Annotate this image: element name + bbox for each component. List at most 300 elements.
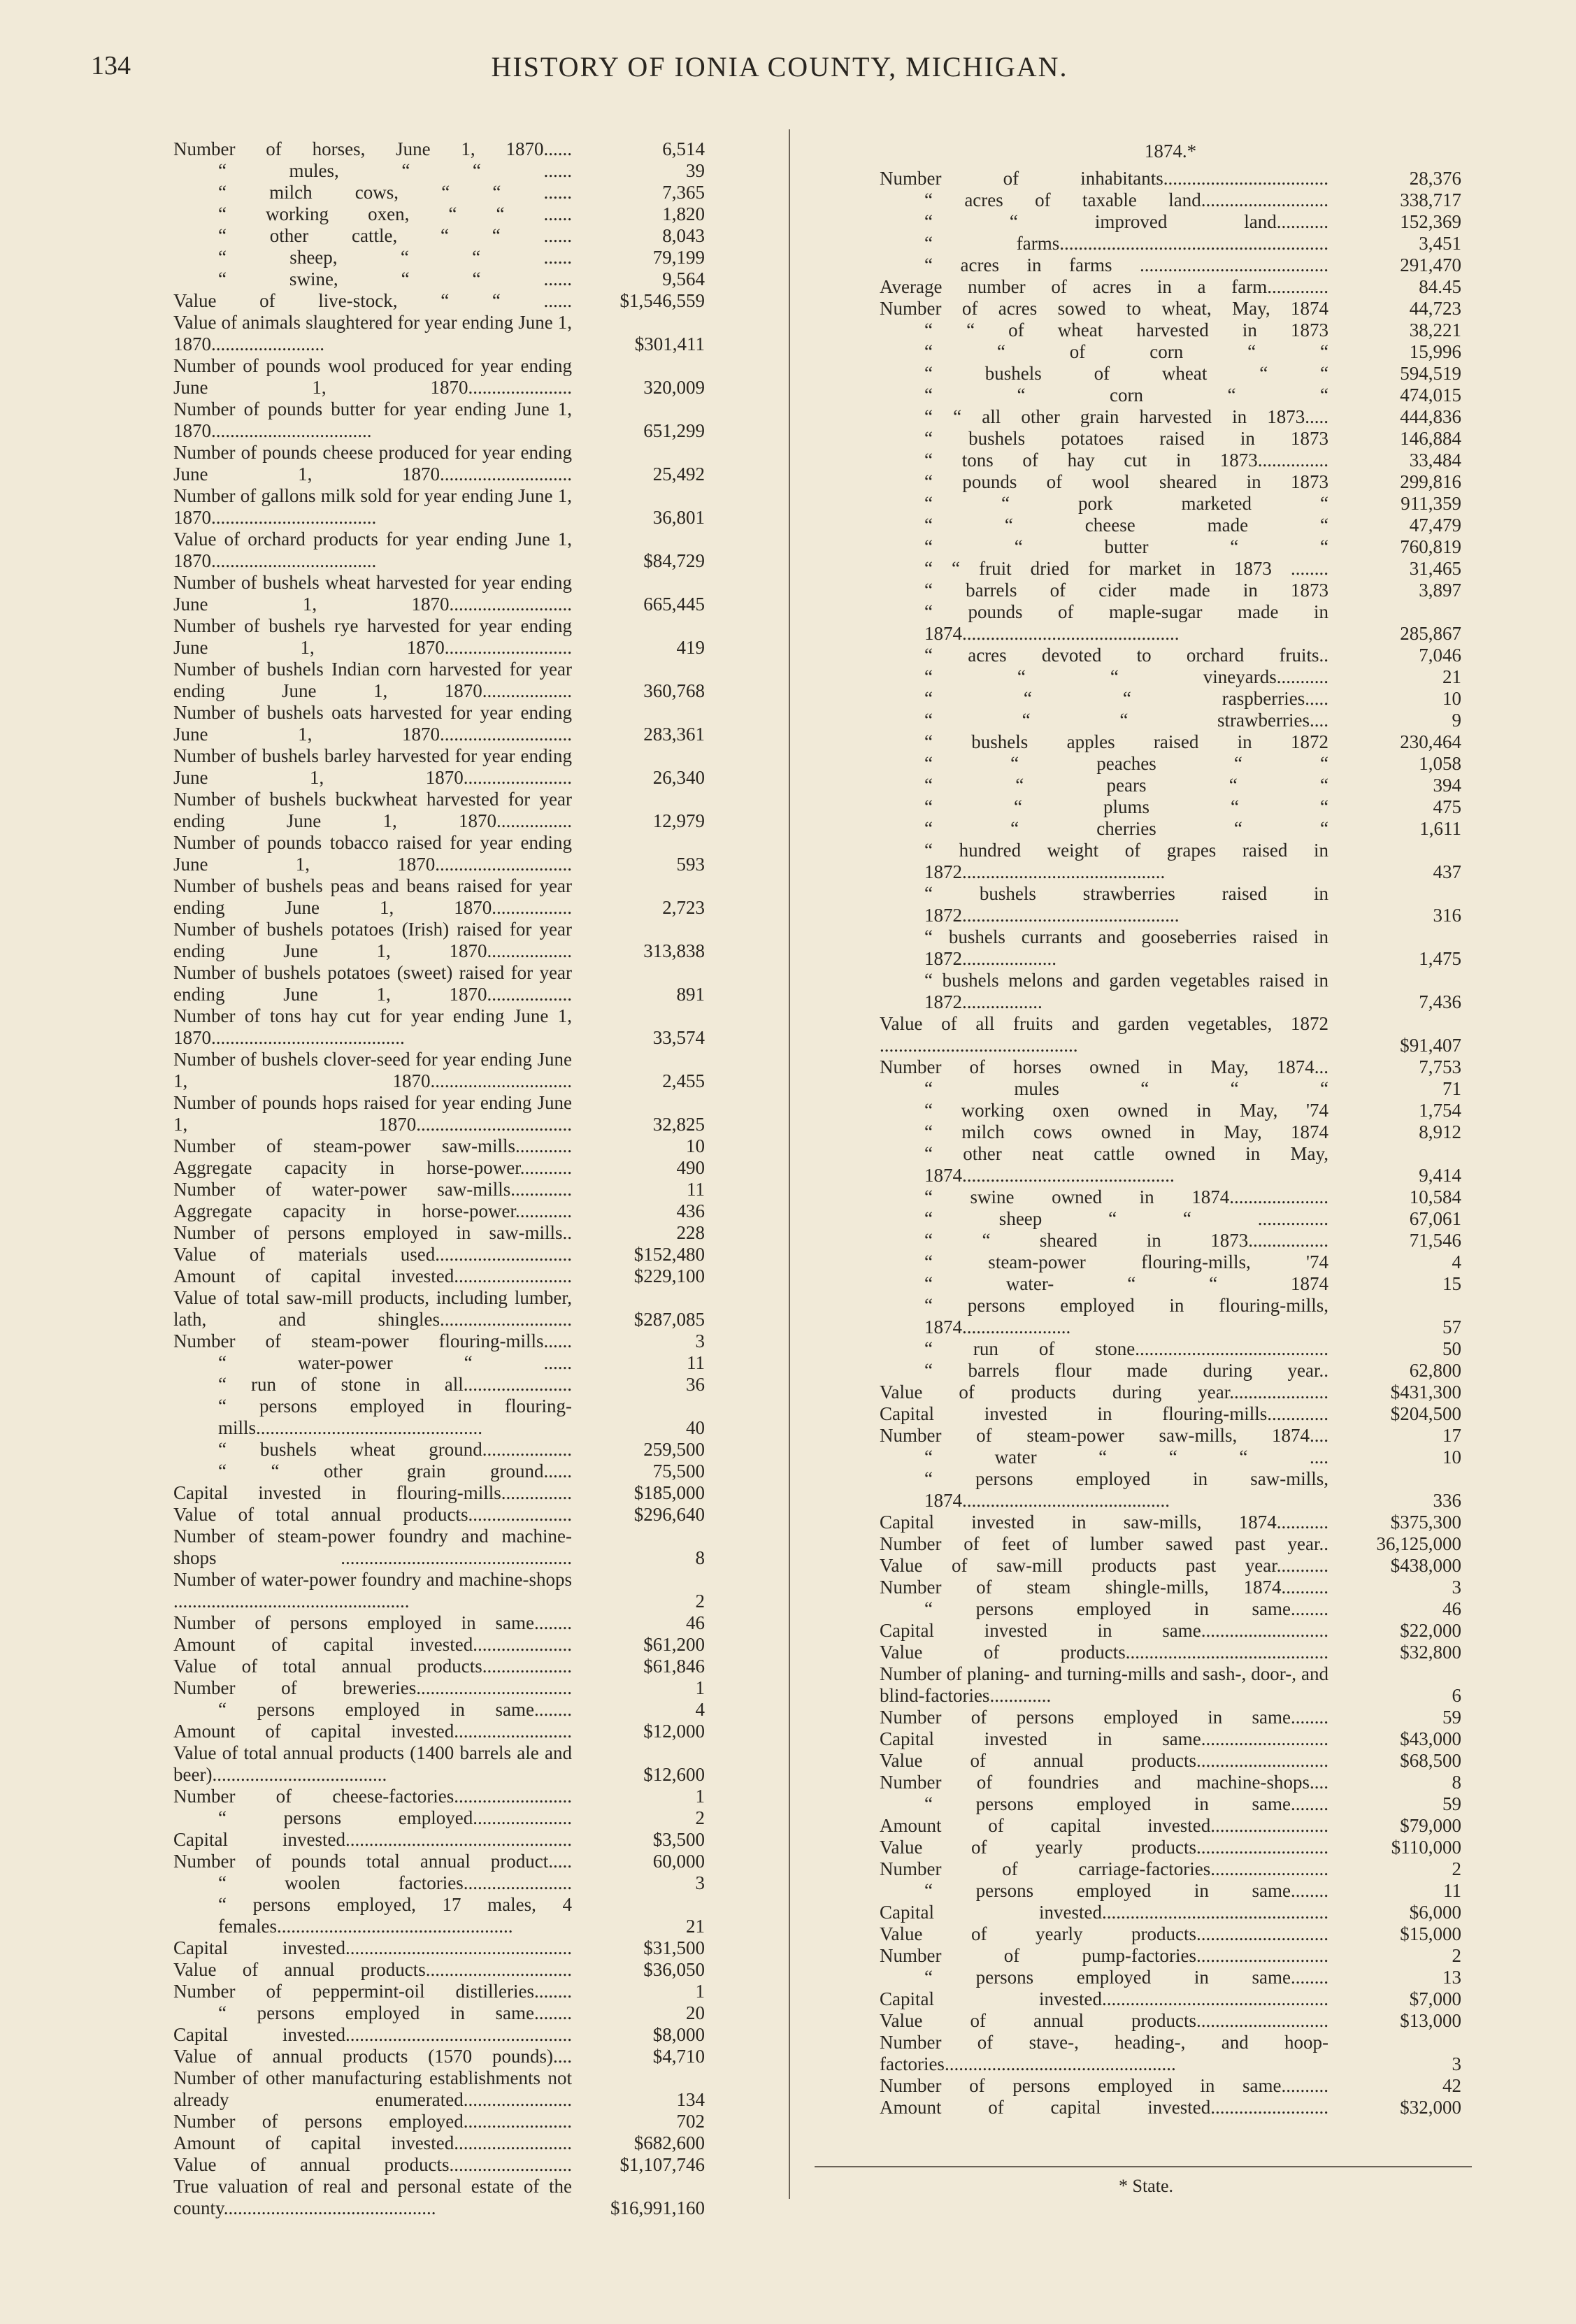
stat-value: $287,085 [633,1309,705,1330]
stat-value: 152,369 [1400,211,1461,232]
stat-label: “ swine, “ “ ...... [218,268,572,289]
stat-value: 21 [686,1916,705,1937]
stat-label: “ run of stone......................................... [924,1338,1328,1359]
column-divider [789,129,790,2199]
stat-value: 3,897 [1419,580,1461,601]
stat-row [173,1135,705,1157]
stat-value: 46 [1442,1598,1461,1619]
stat-row [880,298,1461,320]
stat-row [880,1100,1461,1121]
stat-label: “ water-power “ ...... [218,1352,572,1373]
stat-label: Value of yearly products............................ [880,1837,1328,1858]
stat-label: Value of total annual products................... [173,1656,572,1677]
stat-value: 38,221 [1409,320,1461,340]
stat-row [173,1222,705,1244]
stat-value: 11 [687,1179,705,1200]
stat-label: Amount of capital invested......................... [173,1721,572,1742]
stat-value: 1 [695,1981,705,2002]
stat-value: 57 [1442,1317,1461,1337]
stat-row [173,268,705,290]
stat-value: 71,546 [1409,1230,1461,1251]
stat-row [880,1815,1461,1837]
stat-value: $229,100 [633,1265,705,1286]
stat-label: Capital invested................................................ [173,1937,572,1958]
stat-value: 4 [695,1699,705,1720]
stat-label: “ milch cows, “ “ ...... [218,182,572,203]
stat-row [880,601,1461,645]
stat-value: 228 [676,1222,705,1243]
stat-label: “ persons employed in same........ [924,1967,1328,1988]
stat-label: “ “ other grain ground...... [218,1461,572,1482]
stat-label: “ “ peaches “ “ [924,753,1328,774]
stat-value: $22,000 [1400,1620,1461,1641]
stat-row [173,1981,705,2002]
stat-label: “ “ sheared in 1873................. [924,1230,1328,1251]
stat-value: $110,000 [1391,1837,1461,1858]
stat-label: Number of stave-, heading-, and hoop-factories................................................. [880,2032,1328,2074]
stat-label: “ “ improved land........... [924,211,1328,232]
stat-label: Amount of capital invested......................... [173,2132,572,2153]
stat-value: 60,000 [652,1851,705,1872]
stat-label: “ “ “ strawberries.... [924,710,1328,731]
stat-value: $13,000 [1400,2010,1461,2031]
stat-value: $68,500 [1400,1750,1461,1771]
stat-label: “ “ pears “ “ [924,775,1328,796]
stat-label: “ acres of taxable land........................... [924,189,1328,210]
stat-value: 594,519 [1400,363,1461,384]
stat-row [880,1425,1461,1447]
stat-row [880,1858,1461,1880]
stat-label: Value of annual products............................... [173,1959,572,1980]
stat-label: Average number of acres in a farm............. [880,276,1328,297]
stat-row [880,1273,1461,1295]
stat-value: $204,500 [1390,1403,1461,1424]
stat-row [880,2032,1461,2075]
stat-value: 39 [686,160,705,181]
stat-value: 40 [686,1417,705,1438]
stat-value: 2,723 [662,897,705,918]
stat-row [880,1988,1461,2010]
stat-label: “ persons employed in same........ [218,2002,572,2023]
stat-row [880,428,1461,450]
stat-row [880,406,1461,428]
stat-label: Amount of capital invested......................... [173,1265,572,1286]
stat-value: 1,820 [662,203,705,224]
stat-value: $296,640 [633,1504,705,1525]
stat-row [173,1461,705,1482]
stat-value: 593 [676,854,705,875]
stat-value: 33,484 [1409,450,1461,471]
stat-row [880,1013,1461,1056]
stat-row [880,1772,1461,1793]
stat-value: 444,836 [1400,406,1461,427]
stat-value: $185,000 [633,1482,705,1503]
stat-label: “ other neat cattle owned in May, 1874............................................. [924,1143,1328,1186]
stat-row [173,1677,705,1699]
stat-value: $3,500 [652,1829,705,1850]
stat-row [173,1287,705,1330]
stat-value: 911,359 [1401,493,1461,514]
stat-row [880,1186,1461,1208]
stat-value: 9,564 [662,268,705,289]
stat-label: Value of annual products............................ [880,1750,1328,1771]
stat-label: Value of saw-mill products past year........... [880,1555,1328,1576]
stat-value: 320,009 [643,377,705,398]
stat-label: “ sheep, “ “ ...... [218,247,572,268]
stat-label: Number of inhabitants................................... [880,168,1328,189]
stat-row [880,1078,1461,1100]
stat-value: 474,015 [1400,385,1461,406]
stat-value: 2 [695,1807,705,1828]
stat-row [880,493,1461,515]
stat-value: 230,464 [1400,731,1461,752]
stat-row [173,1265,705,1287]
stat-row [880,450,1461,471]
stat-label: Number of gallons milk sold for year ending June 1, 1870................................... [173,485,572,528]
stat-value: 6,514 [662,138,705,159]
stat-label: Number of pounds hops raised for year ending June 1, 1870................................. [173,1092,572,1135]
stat-row [173,1569,705,1612]
stat-label: Number of steam-power saw-mills, 1874.... [880,1425,1328,1446]
stat-value: 32,825 [652,1114,705,1135]
stat-row [173,2046,705,2067]
stat-label: Number of persons employed in same.......... [880,2075,1328,2096]
stat-row [880,2010,1461,2032]
stat-value: 10,584 [1409,1186,1461,1207]
stat-label: Capital invested in flouring-mills............. [880,1403,1328,1424]
stat-label: Number of water-power foundry and machine-shops .................................................. [173,1569,572,1612]
stat-value: 59 [1442,1707,1461,1728]
stat-label: Number of breweries................................. [173,1677,572,1698]
stat-row [173,1049,705,1092]
stat-row [173,2067,705,2111]
stat-value: 891 [676,984,705,1005]
stat-label: Number of planing- and turning-mills and sash-, door-, and blind-factories............. [880,1663,1328,1706]
stat-label: Aggregate capacity in horse-power............ [173,1200,572,1221]
stat-label: “ pounds of maple-sugar made in 1874.............................................. [924,601,1328,644]
page-number: 134 [91,51,131,80]
stat-value: $7,000 [1409,1988,1461,2009]
stat-label: Number of bushels clover-seed for year ending June 1, 1870.............................. [173,1049,572,1091]
stat-label: Number of bushels wheat harvested for year ending June 1, 1870.......................... [173,572,572,615]
page-header [91,50,1468,99]
stat-row [173,1656,705,1677]
stat-label: “ persons employed in flouring-mills, 1874....................... [924,1295,1328,1337]
stat-value: 394 [1433,775,1461,796]
stat-value: $152,480 [633,1244,705,1265]
stat-value: $43,000 [1400,1728,1461,1749]
stat-value: 2,455 [662,1070,705,1091]
stat-label: Amount of capital invested......................... [880,2097,1328,2118]
stat-label: Value of orchard products for year ending June 1, 1870................................... [173,529,572,571]
stat-value: 360,768 [643,680,705,701]
stat-value: $8,000 [652,2024,705,2045]
stat-value: 651,299 [643,420,705,441]
stat-row [173,745,705,789]
stat-value: 25,492 [652,464,705,485]
stat-label: Capital invested in saw-mills, 1874........... [880,1512,1328,1533]
stat-label: Value of annual products.......................... [173,2154,572,2175]
stat-label: “ persons employed in same........ [924,1880,1328,1901]
stat-value: 59 [1442,1793,1461,1814]
stat-label: Number of bushels buckwheat harvested for year ending June 1, 1870................ [173,789,572,831]
stat-label: Value of total annual products...................... [173,1504,572,1525]
stat-label: “ barrels of cider made in 1873 [924,580,1328,601]
stat-label: Number of water-power saw-mills............. [173,1179,572,1200]
stat-row [173,1396,705,1439]
stat-label: “ bushels of wheat “ “ [924,363,1328,384]
stat-value: 1,754 [1419,1100,1461,1121]
stat-row [880,211,1461,233]
stat-label: “ bushels melons and garden vegetables raised in 1872................. [924,970,1328,1012]
stat-value: 1 [695,1677,705,1698]
stat-label: Value of yearly products............................ [880,1923,1328,1944]
stat-value: $375,300 [1390,1512,1461,1533]
stat-row [173,1612,705,1634]
stat-value: $31,500 [643,1937,705,1958]
stat-row [173,1244,705,1265]
stat-label: Aggregate capacity in horse-power........... [173,1157,572,1178]
stat-label: Value of total saw-mill products, including lumber, lath, and shingles............................ [173,1287,572,1330]
stat-value: 3,451 [1419,233,1461,254]
stat-value: $84,729 [643,550,705,571]
stat-value: 3 [1452,1577,1461,1598]
stat-label: “ water- “ “ 1874 [924,1273,1328,1294]
stat-row [173,529,705,572]
stat-label: “ persons employed in flouring-mills................................................ [218,1396,572,1438]
stat-row [880,1620,1461,1642]
stat-row [173,832,705,875]
stat-label: Value of annual products (1570 pounds).... [173,2046,572,2067]
stat-label: “ “ all other grain harvested in 1873..... [924,406,1328,427]
stat-label: “ sheep “ “ ............... [924,1208,1328,1229]
stat-value: 2 [695,1591,705,1612]
stat-value: $32,800 [1400,1642,1461,1663]
stat-value: 71 [1442,1078,1461,1099]
stat-value: 15,996 [1409,341,1461,362]
stat-value: 33,574 [652,1027,705,1048]
stat-label: Number of pounds wool produced for year ending June 1, 1870...................... [173,355,572,398]
stat-value: $91,407 [1400,1035,1461,1056]
stat-label: Number of cheese-factories......................... [173,1786,572,1807]
stat-label: Value of live-stock, “ “ ...... [173,290,572,311]
stat-value: $12,600 [643,1764,705,1785]
stat-label: “ persons employed in saw-mills, 1874............................................ [924,1468,1328,1511]
stat-label: Value of animals slaughtered for year ending June 1, 1870........................ [173,312,572,354]
stat-value: $16,991,160 [610,2197,705,2218]
stat-label: “ persons employed in same........ [924,1793,1328,1814]
stat-row [880,341,1461,363]
stat-row [173,1482,705,1504]
stat-value: $438,000 [1390,1555,1461,1576]
stat-label: Number of bushels potatoes (Irish) raised for year ending June 1, 1870.................. [173,919,572,961]
stat-label: Value of materials used............................. [173,1244,572,1265]
stat-value: $301,411 [634,333,705,354]
stat-value: 36,125,000 [1376,1533,1461,1554]
stat-value: 44,723 [1409,298,1461,319]
stat-label: “ “ plums “ “ [924,796,1328,817]
stat-label: Number of steam shingle-mills, 1874.......... [880,1577,1328,1598]
stat-row [173,875,705,919]
stat-row [880,1403,1461,1425]
stat-value: 84.45 [1419,276,1461,297]
stat-label: “ bushels strawberries raised in 1872.............................................. [924,883,1328,926]
stat-label: Capital invested in same........................... [880,1620,1328,1641]
stat-value: 336 [1433,1490,1461,1511]
stat-row [880,471,1461,493]
stat-label: Number of foundries and machine-shops.... [880,1772,1328,1793]
stat-label: Number of bushels potatoes (sweet) raised for year ending June 1, 1870.................. [173,962,572,1005]
stat-label: Number of persons employed in saw-mills.. [173,1222,572,1243]
stat-label: Number of pounds cheese produced for year ending June 1, 1870............................ [173,442,572,485]
stat-row [880,1121,1461,1143]
stat-row [173,1786,705,1807]
stat-row [173,1157,705,1179]
stat-value: 8 [695,1547,705,1568]
stat-value: 436 [676,1200,705,1221]
stat-row [880,2075,1461,2097]
right-column [880,138,1461,2118]
stat-value: 316 [1433,905,1461,926]
stat-row [880,1577,1461,1598]
stat-row [880,515,1461,536]
section-title-1874: 1874.* [1144,141,1197,162]
stat-row [173,615,705,659]
stat-row [173,1439,705,1461]
stat-value: 338,717 [1400,189,1461,210]
stat-row [173,2154,705,2176]
stat-value: 134 [676,2089,705,2110]
stat-value: $32,000 [1400,2097,1461,2118]
stat-value: 75,500 [652,1461,705,1482]
stat-row [173,1829,705,1851]
stat-row [173,225,705,247]
stat-row [173,355,705,399]
stat-value: 8 [1452,1772,1461,1793]
stat-value: 67,061 [1409,1208,1461,1229]
stat-label: Capital invested................................................ [173,1829,572,1850]
stat-row [880,1923,1461,1945]
stat-value: $4,710 [652,2046,705,2067]
stat-label: “ bushels currants and gooseberries raised in 1872.................... [924,926,1328,969]
stat-row [880,536,1461,558]
stat-row [880,1338,1461,1360]
stat-row [880,1707,1461,1728]
stat-row [880,168,1461,189]
stat-value: 8,912 [1419,1121,1461,1142]
stat-row [880,645,1461,666]
stat-value: 7,436 [1419,991,1461,1012]
stat-value: 6 [1452,1685,1461,1706]
stat-row [880,1251,1461,1273]
stat-row [173,659,705,702]
stat-label: Number of persons employed in same........ [880,1707,1328,1728]
stat-row [173,1374,705,1396]
stat-value: 283,361 [643,724,705,745]
stat-row [173,290,705,312]
stat-row [880,385,1461,406]
stat-row [880,1382,1461,1403]
stat-label: Number of bushels rye harvested for year ending June 1, 1870........................... [173,615,572,658]
stat-label: Capital invested................................................ [880,1902,1328,1923]
footnote: * State. [1119,2176,1173,2196]
stat-value: 299,816 [1400,471,1461,492]
stat-label: “ barrels flour made during year.. [924,1360,1328,1381]
stat-row [173,138,705,160]
stat-label: Number of pounds tobacco raised for year ending June 1, 1870............................. [173,832,572,875]
stat-label: “ acres in farms ........................................ [924,254,1328,275]
stat-value: 437 [1433,861,1461,882]
stat-value: 419 [676,637,705,658]
stat-row [173,203,705,225]
stat-row [173,1872,705,1894]
stat-value: 10 [1442,688,1461,709]
stat-label: “ hundred weight of grapes raised in 1872........................................... [924,840,1328,882]
stat-row [173,1200,705,1222]
stat-row [880,1837,1461,1858]
stat-label: Capital invested in flouring-mills............... [173,1482,572,1503]
stat-row [880,775,1461,796]
stat-label: Value of total annual products (1400 barrels ale and beer)..................................... [173,1742,572,1785]
stat-label: Number of pounds total annual product..... [173,1851,572,1872]
stat-label: “ mules, “ “ ...... [218,160,572,181]
stat-value: $12,000 [643,1721,705,1742]
stat-row [173,1937,705,1959]
stat-value: $61,200 [643,1634,705,1655]
stat-label: “ working oxen owned in May, '74 [924,1100,1328,1121]
stat-label: “ persons employed, 17 males, 4 females.................................................. [218,1894,572,1937]
stat-value: 490 [676,1157,705,1178]
stat-row [880,1555,1461,1577]
stat-value: 8,043 [662,225,705,246]
stat-label: “ “ of corn “ “ [924,341,1328,362]
stat-row [880,1208,1461,1230]
stat-label: “ working oxen, “ “ ...... [218,203,572,224]
stat-row [173,1504,705,1526]
stat-label: “ persons employed in same........ [924,1598,1328,1619]
stat-value: $1,546,559 [619,290,705,311]
stat-label: Value of annual products............................ [880,2010,1328,2031]
stat-row [173,160,705,182]
stat-value: 146,884 [1400,428,1461,449]
stat-value: 10 [686,1135,705,1156]
stat-value: $1,107,746 [619,2154,705,2175]
stat-value: 760,819 [1400,536,1461,557]
stat-label: Number of horses, June 1, 1870...... [173,138,572,159]
stat-row [173,1634,705,1656]
stat-label: “ run of stone in all....................... [218,1374,572,1395]
stat-row [880,1533,1461,1555]
stat-row [880,688,1461,710]
stat-value: 50 [1442,1338,1461,1359]
stat-label: Number of feet of lumber sawed past year.. [880,1533,1328,1554]
stat-value: 31,465 [1409,558,1461,579]
stat-row [173,1092,705,1135]
stat-value: 12,979 [652,810,705,831]
stat-label: “ swine owned in 1874..................... [924,1186,1328,1207]
stat-row [880,1728,1461,1750]
stat-value: 10 [1442,1447,1461,1468]
stat-label: Capital invested in same........................... [880,1728,1328,1749]
stat-row [880,1295,1461,1338]
stat-label: Number of tons hay cut for year ending June 1, 1870......................................... [173,1005,572,1048]
stat-row [880,840,1461,883]
stat-row [173,1352,705,1374]
stat-value: 11 [1443,1880,1461,1901]
stat-label: Number of bushels oats harvested for year ending June 1, 1870............................ [173,702,572,745]
stat-row [880,363,1461,385]
stat-label: “ bushels apples raised in 1872 [924,731,1328,752]
